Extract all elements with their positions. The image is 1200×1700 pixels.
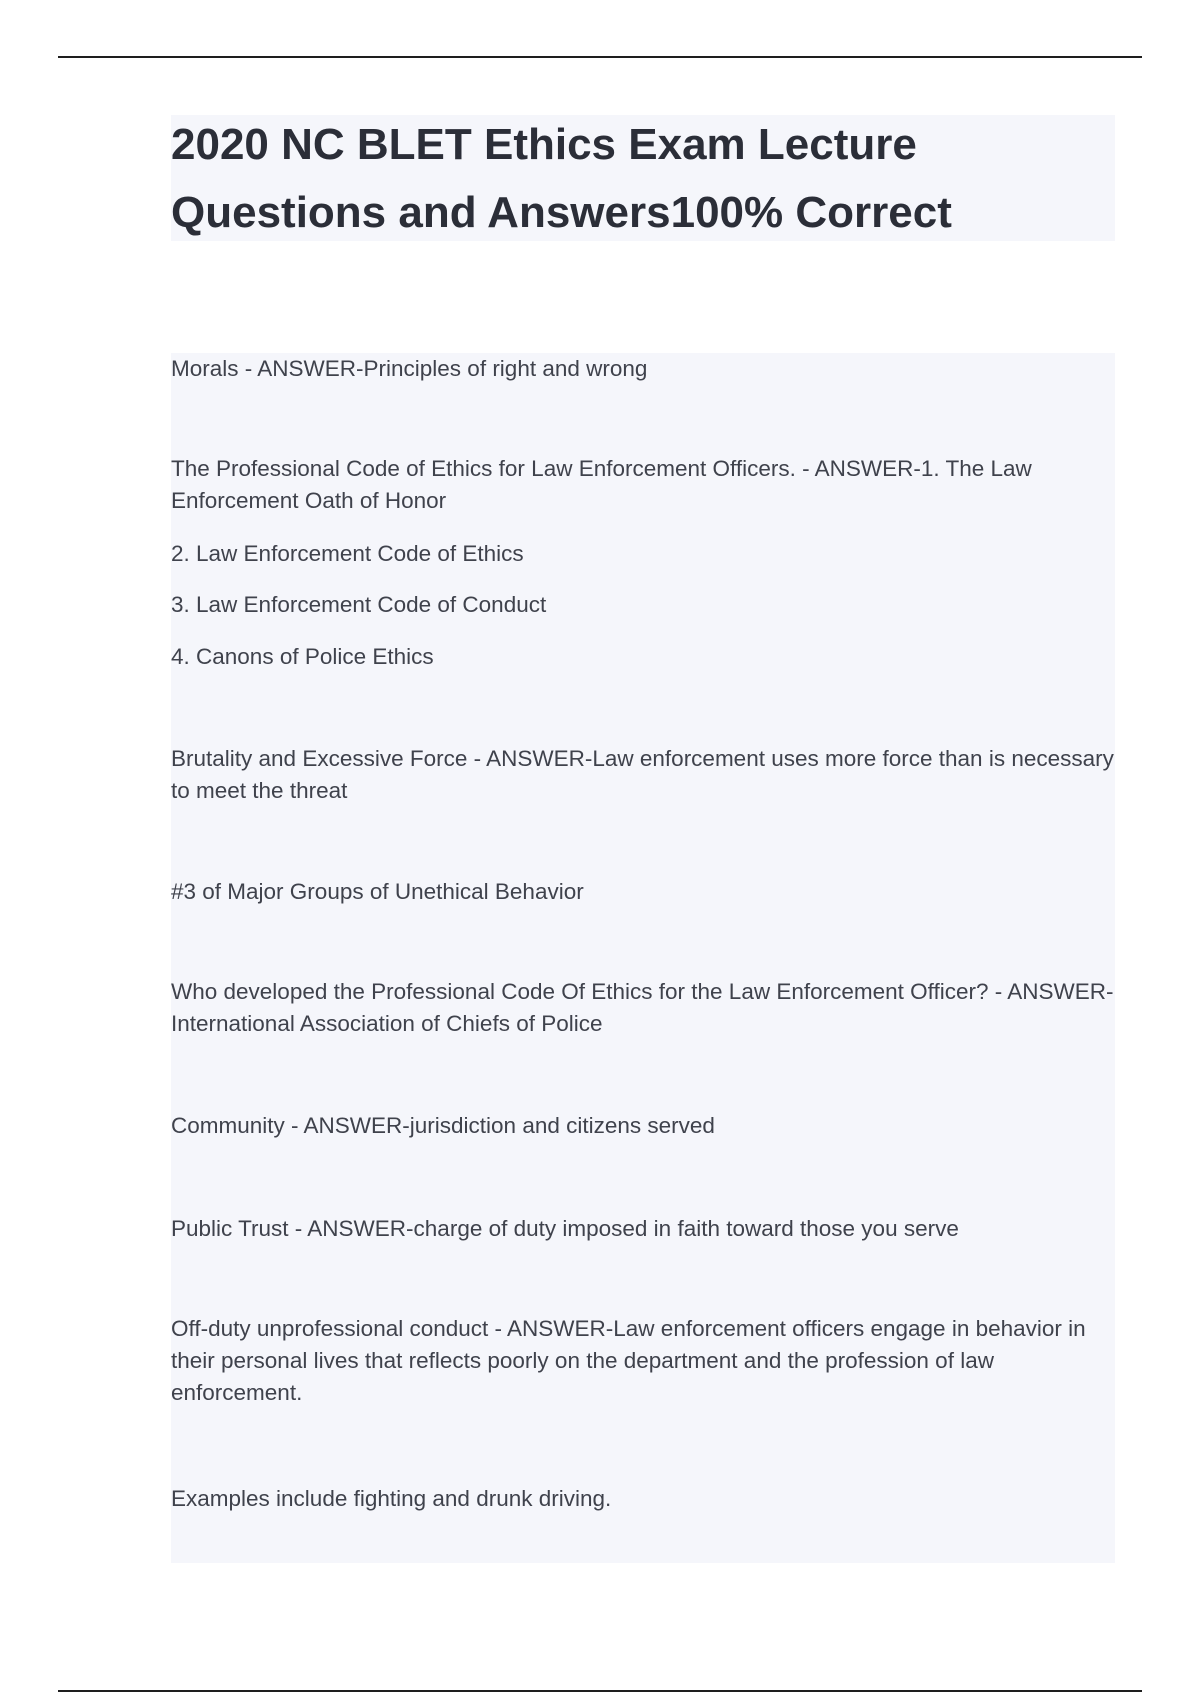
paragraph-who-developed: Who developed the Professional Code Of Ethics for the Law Enforcement Officer? - ANSWER-International Association of Chiefs of Police	[171, 979, 1114, 1036]
list-item-canons: 4. Canons of Police Ethics	[171, 644, 434, 669]
paragraph-public-trust: Public Trust - ANSWER-charge of duty imposed in faith toward those you serve	[171, 1216, 959, 1241]
bottom-rule	[58, 1690, 1142, 1692]
list-item-code-of-ethics: 2. Law Enforcement Code of Ethics	[171, 541, 524, 566]
paragraph-examples: Examples include fighting and drunk driving.	[171, 1486, 612, 1511]
paragraph-brutality: Brutality and Excessive Force - ANSWER-Law enforcement uses more force than is necessary to meet the threat	[171, 746, 1114, 803]
document-title: 2020 NC BLET Ethics Exam Lecture Questions and Answers100% Correct	[171, 120, 952, 237]
list-item-code-of-conduct: 3. Law Enforcement Code of Conduct	[171, 592, 547, 617]
content-block	[171, 353, 1115, 1563]
paragraph-morals: Morals - ANSWER-Principles of right and wrong	[171, 356, 648, 381]
paragraph-major-groups: #3 of Major Groups of Unethical Behavior	[171, 879, 584, 904]
paragraph-off-duty: Off-duty unprofessional conduct - ANSWER-Law enforcement officers engage in behavior in their personal lives that reflects poorly on the department and the profession of law enforcement.	[171, 1316, 1086, 1405]
title-block	[171, 115, 1115, 241]
paragraph-community: Community - ANSWER-jurisdiction and citizens served	[171, 1113, 715, 1138]
top-rule	[58, 56, 1142, 58]
paragraph-professional-code: The Professional Code of Ethics for Law Enforcement Officers. - ANSWER-1. The Law Enforcement Oath of Honor	[171, 456, 1032, 513]
